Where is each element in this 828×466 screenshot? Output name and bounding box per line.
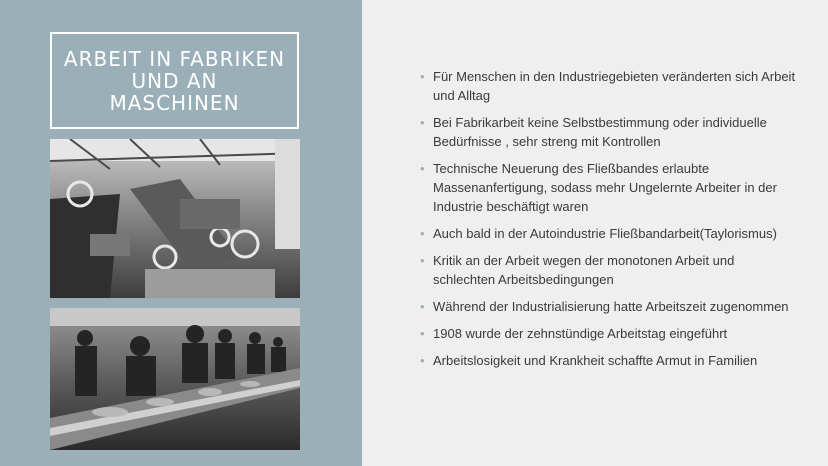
bullet-dot-icon: • — [420, 115, 425, 130]
bullet-item: • Für Menschen in den Industriegebieten veränderten sich Arbeit und Alltag — [420, 69, 796, 103]
bullet-item: • Technische Neuerung des Fließbandes erlaubte Massenanfertigung, sodass mehr Ungelernte Arbeiter in der Industrie beschäftigt waren — [420, 161, 777, 214]
bullet-dot-icon: • — [420, 161, 425, 176]
factory-assembly-line-image — [50, 139, 300, 298]
bullet-dot-icon: • — [420, 299, 425, 314]
bullet-dot-icon: • — [420, 326, 425, 341]
bullet-dot-icon: • — [420, 226, 425, 241]
factory-workers-photo — [50, 308, 300, 450]
factory-assembly-line-photo — [50, 139, 300, 298]
bullet-list — [420, 67, 800, 378]
bullet-dot-icon: • — [420, 353, 425, 368]
bullet-item: • Während der Industrialisierung hatte Arbeitszeit zugenommen — [420, 299, 789, 314]
slide-title: ARBEIT IN FABRIKEN UND AN MASCHINEN — [63, 46, 286, 115]
title-box — [50, 32, 299, 129]
bullet-item: • 1908 wurde der zehnstündige Arbeitstag eingeführt — [420, 326, 728, 341]
bullet-item: • Kritik an der Arbeit wegen der monotonen Arbeit und schlechten Arbeitsbedingungen — [420, 253, 735, 287]
bullet-item: • Arbeitslosigkeit und Krankheit schaffte Armut in Familien — [420, 353, 758, 368]
factory-workers-image — [50, 308, 300, 450]
bullet-dot-icon: • — [420, 69, 425, 84]
left-panel — [0, 0, 362, 466]
bullet-item: • Auch bald in der Autoindustrie Fließbandarbeit(Taylorismus) — [420, 226, 777, 241]
bullet-dot-icon: • — [420, 253, 425, 268]
bullet-item: • Bei Fabrikarbeit keine Selbstbestimmung oder individuelle Bedürfnisse , sehr streng mit Kontrollen — [420, 115, 767, 149]
